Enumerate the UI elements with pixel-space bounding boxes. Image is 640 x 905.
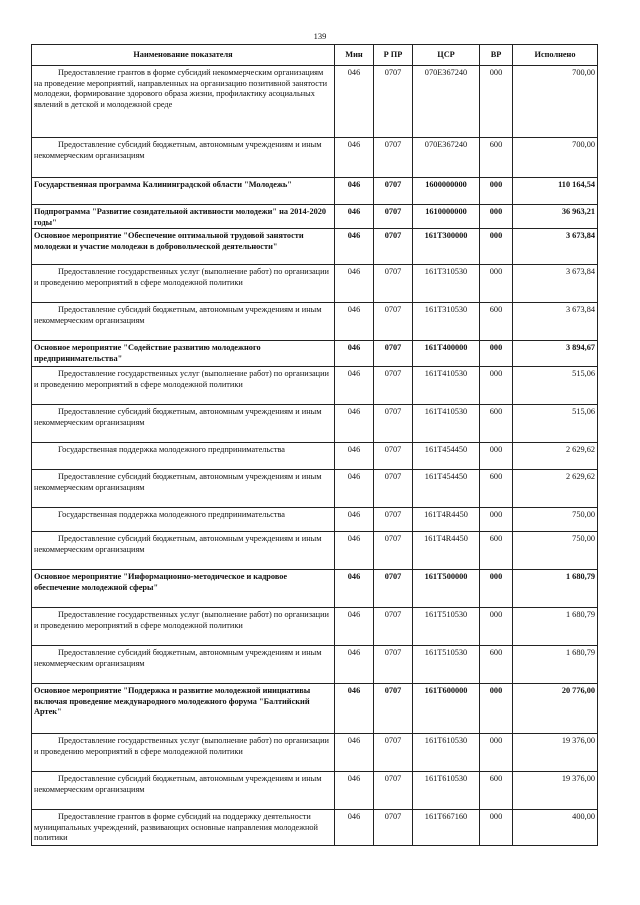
row-csr-cell: 161Т510530 [413, 646, 480, 684]
row-done-cell: 19 376,00 [513, 772, 598, 810]
row-vr-cell: 000 [480, 508, 513, 532]
budget-table [31, 44, 598, 846]
row-done-cell: 750,00 [513, 532, 598, 570]
table-row [32, 303, 598, 341]
row-min-cell: 046 [335, 443, 374, 470]
row-min-cell: 046 [335, 608, 374, 646]
table-row [32, 734, 598, 772]
row-csr-cell: 161Т300000 [413, 229, 480, 265]
row-csr-cell: 161Т4R4450 [413, 532, 480, 570]
table-row [32, 367, 598, 405]
row-csr-cell: 161Т500000 [413, 570, 480, 608]
row-vr-cell: 000 [480, 443, 513, 470]
row-min-cell: 046 [335, 508, 374, 532]
row-done-cell: 3 673,84 [513, 265, 598, 303]
row-name-cell: Предоставление субсидий бюджетным, автономным учреждениям и иным некоммерческим организациям [32, 303, 335, 341]
row-rpr-cell: 0707 [374, 303, 413, 341]
row-min-cell: 046 [335, 570, 374, 608]
row-name-cell: Предоставление субсидий бюджетным, автономным учреждениям и иным некоммерческим организациям [32, 646, 335, 684]
row-csr-cell: 161Т310530 [413, 303, 480, 341]
row-vr-cell: 600 [480, 405, 513, 443]
row-rpr-cell: 0707 [374, 532, 413, 570]
row-min-cell: 046 [335, 303, 374, 341]
row-name-cell: Государственная программа Калининградской области "Молодежь" [32, 178, 335, 205]
row-rpr-cell: 0707 [374, 772, 413, 810]
row-csr-cell: 161Т454450 [413, 443, 480, 470]
row-name-cell: Предоставление субсидий бюджетным, автономным учреждениям и иным некоммерческим организациям [32, 138, 335, 178]
row-rpr-cell: 0707 [374, 265, 413, 303]
row-name-cell: Предоставление грантов в форме субсидий на поддержку деятельности муниципальных учреждений, развивающих основные направления молодежной политики [32, 810, 335, 846]
row-min-cell: 046 [335, 367, 374, 405]
row-csr-cell: 161Т410530 [413, 405, 480, 443]
row-csr-cell: 161Т400000 [413, 341, 480, 367]
row-vr-cell: 000 [480, 734, 513, 772]
row-csr-cell: 1610000000 [413, 205, 480, 229]
row-name-cell: Предоставление субсидий бюджетным, автономным учреждениям и иным некоммерческим организациям [32, 772, 335, 810]
table-row [32, 646, 598, 684]
row-csr-cell: 161Т600000 [413, 684, 480, 734]
table-header-row [32, 45, 598, 66]
row-vr-cell: 000 [480, 570, 513, 608]
table-row [32, 265, 598, 303]
row-rpr-cell: 0707 [374, 178, 413, 205]
row-csr-cell: 161Т510530 [413, 608, 480, 646]
row-done-cell: 3 894,67 [513, 341, 598, 367]
row-name-cell: Предоставление государственных услуг (выполнение работ) по организации и проведению мероприятий в сфере молодежной политики [32, 608, 335, 646]
row-min-cell: 046 [335, 138, 374, 178]
table-row [32, 508, 598, 532]
row-vr-cell: 600 [480, 138, 513, 178]
row-rpr-cell: 0707 [374, 66, 413, 138]
row-csr-cell: 070Е367240 [413, 138, 480, 178]
row-vr-cell: 000 [480, 205, 513, 229]
row-min-cell: 046 [335, 341, 374, 367]
table-row [32, 772, 598, 810]
row-rpr-cell: 0707 [374, 570, 413, 608]
row-name-cell: Государственная поддержка молодежного предпринимательства [32, 508, 335, 532]
row-done-cell: 515,06 [513, 367, 598, 405]
row-vr-cell: 000 [480, 341, 513, 367]
row-csr-cell: 161Т454450 [413, 470, 480, 508]
row-rpr-cell: 0707 [374, 205, 413, 229]
row-vr-cell: 600 [480, 532, 513, 570]
row-name-cell: Предоставление государственных услуг (выполнение работ) по организации и проведению мероприятий в сфере молодежной политики [32, 367, 335, 405]
row-csr-cell: 161Т667160 [413, 810, 480, 846]
row-name-cell: Предоставление субсидий бюджетным, автономным учреждениям и иным некоммерческим организациям [32, 470, 335, 508]
header-name: Наименование показателя [32, 45, 335, 66]
header-done: Исполнено [513, 45, 598, 66]
row-min-cell: 046 [335, 684, 374, 734]
row-done-cell: 1 680,79 [513, 646, 598, 684]
table-row [32, 684, 598, 734]
row-done-cell: 2 629,62 [513, 470, 598, 508]
table-row [32, 229, 598, 265]
row-done-cell: 2 629,62 [513, 443, 598, 470]
row-rpr-cell: 0707 [374, 443, 413, 470]
row-done-cell: 20 776,00 [513, 684, 598, 734]
row-csr-cell: 1600000000 [413, 178, 480, 205]
row-rpr-cell: 0707 [374, 508, 413, 532]
row-rpr-cell: 0707 [374, 734, 413, 772]
row-name-cell: Подпрограмма "Развитие созидательной активности молодежи" на 2014-2020 годы" [32, 205, 335, 229]
row-done-cell: 700,00 [513, 66, 598, 138]
row-name-cell: Основное мероприятие "Обеспечение оптимальной трудовой занятости молодежи и участие молодежи в добровольческой деятельности" [32, 229, 335, 265]
row-name-cell: Предоставление государственных услуг (выполнение работ) по организации и проведению мероприятий в сфере молодежной политики [32, 265, 335, 303]
row-vr-cell: 000 [480, 265, 513, 303]
row-csr-cell: 070Е367240 [413, 66, 480, 138]
table-row [32, 66, 598, 138]
row-rpr-cell: 0707 [374, 229, 413, 265]
header-vr: ВР [480, 45, 513, 66]
row-vr-cell: 000 [480, 229, 513, 265]
row-rpr-cell: 0707 [374, 810, 413, 846]
row-rpr-cell: 0707 [374, 367, 413, 405]
row-done-cell: 110 164,54 [513, 178, 598, 205]
row-csr-cell: 161Т310530 [413, 265, 480, 303]
table-row [32, 810, 598, 846]
row-vr-cell: 600 [480, 772, 513, 810]
row-name-cell: Предоставление государственных услуг (выполнение работ) по организации и проведению мероприятий в сфере молодежной политики [32, 734, 335, 772]
row-min-cell: 046 [335, 532, 374, 570]
row-vr-cell: 000 [480, 608, 513, 646]
row-done-cell: 1 680,79 [513, 608, 598, 646]
row-rpr-cell: 0707 [374, 138, 413, 178]
row-vr-cell: 600 [480, 470, 513, 508]
row-name-cell: Государственная поддержка молодежного предпринимательства [32, 443, 335, 470]
row-name-cell: Основное мероприятие "Поддержка и развитие молодежной инициативы включая проведение международного молодежного форума "Балтийский Артек" [32, 684, 335, 734]
row-csr-cell: 161Т410530 [413, 367, 480, 405]
row-vr-cell: 000 [480, 684, 513, 734]
header-rpr: Р ПР [374, 45, 413, 66]
row-min-cell: 046 [335, 205, 374, 229]
row-done-cell: 750,00 [513, 508, 598, 532]
row-min-cell: 046 [335, 772, 374, 810]
row-csr-cell: 161Т610530 [413, 734, 480, 772]
table-row [32, 138, 598, 178]
row-csr-cell: 161Т4R4450 [413, 508, 480, 532]
row-done-cell: 515,06 [513, 405, 598, 443]
row-rpr-cell: 0707 [374, 646, 413, 684]
row-min-cell: 046 [335, 470, 374, 508]
row-min-cell: 046 [335, 66, 374, 138]
table-row [32, 443, 598, 470]
table-row [32, 178, 598, 205]
row-min-cell: 046 [335, 178, 374, 205]
table-row [32, 532, 598, 570]
row-name-cell: Предоставление субсидий бюджетным, автономным учреждениям и иным некоммерческим организациям [32, 532, 335, 570]
header-min: Мин [335, 45, 374, 66]
page-number: 139 [313, 31, 327, 41]
row-vr-cell: 000 [480, 810, 513, 846]
row-name-cell: Предоставление грантов в форме субсидий некоммерческим организациям на проведение мероприятий, направленных на организацию позитивной занятости молодежи, формирование здорового образа жизни, профилактику асоциальных явлений в детской и молодежной среде [32, 66, 335, 138]
row-done-cell: 400,00 [513, 810, 598, 846]
row-rpr-cell: 0707 [374, 684, 413, 734]
table-row [32, 205, 598, 229]
table-row [32, 470, 598, 508]
header-csr: ЦСР [413, 45, 480, 66]
row-csr-cell: 161Т610530 [413, 772, 480, 810]
row-vr-cell: 000 [480, 367, 513, 405]
row-done-cell: 1 680,79 [513, 570, 598, 608]
table-row [32, 341, 598, 367]
row-rpr-cell: 0707 [374, 405, 413, 443]
row-vr-cell: 600 [480, 303, 513, 341]
row-vr-cell: 000 [480, 178, 513, 205]
row-min-cell: 046 [335, 810, 374, 846]
row-min-cell: 046 [335, 229, 374, 265]
table-row [32, 405, 598, 443]
row-min-cell: 046 [335, 265, 374, 303]
row-done-cell: 700,00 [513, 138, 598, 178]
table-row [32, 570, 598, 608]
row-name-cell: Основное мероприятие "Информационно-методическое и кадровое обеспечение молодежной сферы" [32, 570, 335, 608]
row-done-cell: 19 376,00 [513, 734, 598, 772]
row-name-cell: Основное мероприятие "Содействие развитию молодежного предпринимательства" [32, 341, 335, 367]
row-min-cell: 046 [335, 405, 374, 443]
row-min-cell: 046 [335, 734, 374, 772]
row-rpr-cell: 0707 [374, 608, 413, 646]
row-min-cell: 046 [335, 646, 374, 684]
row-name-cell: Предоставление субсидий бюджетным, автономным учреждениям и иным некоммерческим организациям [32, 405, 335, 443]
table-row [32, 608, 598, 646]
row-vr-cell: 600 [480, 646, 513, 684]
row-done-cell: 36 963,21 [513, 205, 598, 229]
row-done-cell: 3 673,84 [513, 229, 598, 265]
row-rpr-cell: 0707 [374, 470, 413, 508]
row-rpr-cell: 0707 [374, 341, 413, 367]
row-vr-cell: 000 [480, 66, 513, 138]
row-done-cell: 3 673,84 [513, 303, 598, 341]
